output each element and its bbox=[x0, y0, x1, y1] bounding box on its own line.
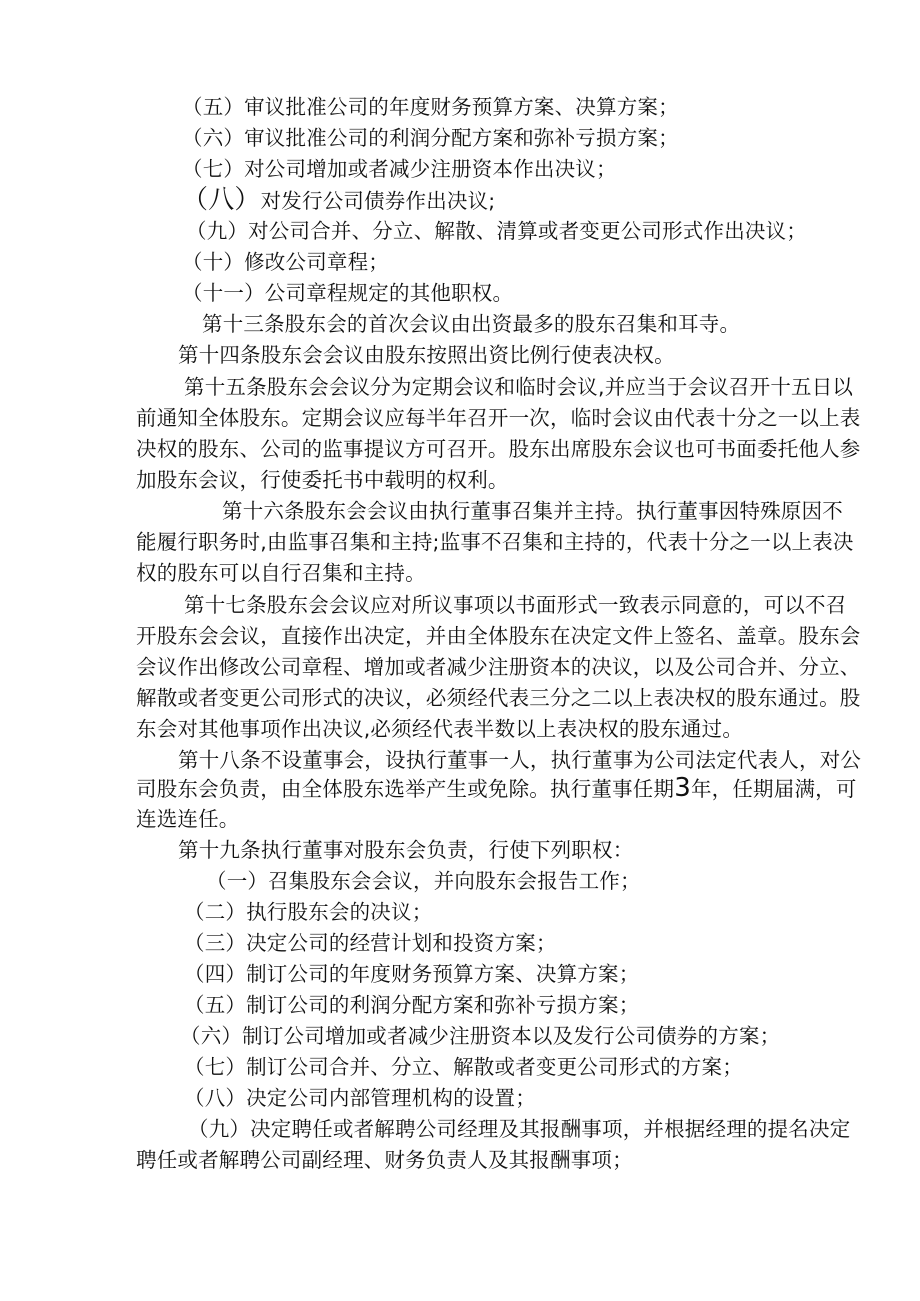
text-line: 聘任或者解聘公司副经理、财务负责人及其报酬事项； bbox=[136, 1148, 633, 1172]
text-line: （十一）公司章程规定的其他职权。 bbox=[182, 281, 514, 305]
text-line: 东会对其他事项作出决议,必须经代表半数以上表决权的股东通过。 bbox=[136, 717, 744, 741]
text-line: （一）召集股东会会议，并向股东会报告工作； bbox=[206, 869, 641, 893]
text-line: （二）执行股东会的决议； bbox=[184, 900, 433, 924]
text-line: 第十五条股东会会议分为定期会议和临时会议,并应当于会议召开十五日以 bbox=[184, 375, 854, 399]
text-line: 第十三条股东会的首次会议由出资最多的股东召集和耳寺。 bbox=[202, 312, 741, 336]
text-line: 能履行职务时,由监事召集和主持;监事不召集和主持的，代表十分之一以上表决 bbox=[136, 530, 854, 554]
text-line: 第十九条执行董事对股东会负责，行使下列职权： bbox=[178, 838, 634, 862]
text-line: （九）对公司合并、分立、解散、清算或者变更公司形式作出决议； bbox=[186, 219, 807, 243]
text-line: 加股东会议，行使委托书中载明的权利。 bbox=[136, 468, 509, 492]
text-line: 解散或者变更公司形式的决议，必须经代表三分之二以上表决权的股东通过。股 bbox=[136, 686, 861, 710]
text-line: （五）制订公司的利润分配方案和弥补亏损方案； bbox=[184, 993, 640, 1017]
text-line: 第十六条股东会会议由执行董事召集并主持。执行董事因特殊原因不 bbox=[222, 499, 843, 523]
text-line bbox=[182, 186, 495, 215]
line-text: 年，任期届满，可 bbox=[690, 777, 857, 801]
text-line: 第十七条股东会会议应对所议事项以书面形式一致表示同意的，可以不召 bbox=[184, 593, 847, 617]
text-line bbox=[136, 774, 857, 803]
item-text: 对发行公司债券作出决议; bbox=[260, 189, 496, 213]
text-line: 第十四条股东会会议由股东按照出资比例行使表决权。 bbox=[178, 343, 675, 367]
text-line: 连选连任。 bbox=[136, 807, 240, 831]
line-text: 司股东会负责，由全体股东选举产生或免除。执行董事任期 bbox=[136, 777, 675, 801]
text-line: （九）决定聘任或者解聘公司经理及其报酬事项，并根据经理的提名决定 bbox=[188, 1117, 851, 1141]
text-line: 开股东会会议，直接作出决定，并由全体股东在决定文件上签名、盖章。股东会 bbox=[136, 624, 861, 648]
term-number: 3 bbox=[674, 773, 691, 803]
text-line: （七）对公司增加或者减少注册资本作出决议； bbox=[182, 157, 617, 181]
text-line: 前通知全体股东。定期会议应每半年召开一次，临时会议由代表十分之一以上表 bbox=[136, 406, 861, 430]
text-line: 权的股东可以自行召集和主持。 bbox=[136, 561, 426, 585]
text-line: 会议作出修改公司章程、增加或者减少注册资本的决议，以及公司合并、分立、 bbox=[136, 655, 861, 679]
text-line: 第十八条不设董事会，设执行董事一人，执行董事为公司法定代表人，对公 bbox=[178, 748, 862, 772]
text-line: （八）决定公司内部管理机构的设置； bbox=[184, 1086, 536, 1110]
text-line: 决权的股东、公司的监事提议方可召开。股东出席股东会议也可书面委托他人参 bbox=[136, 437, 861, 461]
text-line: （四）制订公司的年度财务预算方案、决算方案； bbox=[184, 962, 640, 986]
text-line: （七）制订公司合并、分立、解散或者变更公司形式的方案； bbox=[184, 1055, 743, 1079]
text-line: （六）制订公司增加或者减少注册资本以及发行公司债券的方案； bbox=[180, 1024, 781, 1048]
text-line: （六）审议批准公司的利润分配方案和弥补亏损方案； bbox=[182, 126, 679, 150]
item-number: （八） bbox=[182, 185, 261, 215]
text-line: （五）审议批准公司的年度财务预算方案、决算方案； bbox=[182, 95, 679, 119]
text-line: （十）修改公司章程； bbox=[182, 250, 389, 274]
text-line: （三）决定公司的经营计划和投资方案； bbox=[184, 931, 557, 955]
